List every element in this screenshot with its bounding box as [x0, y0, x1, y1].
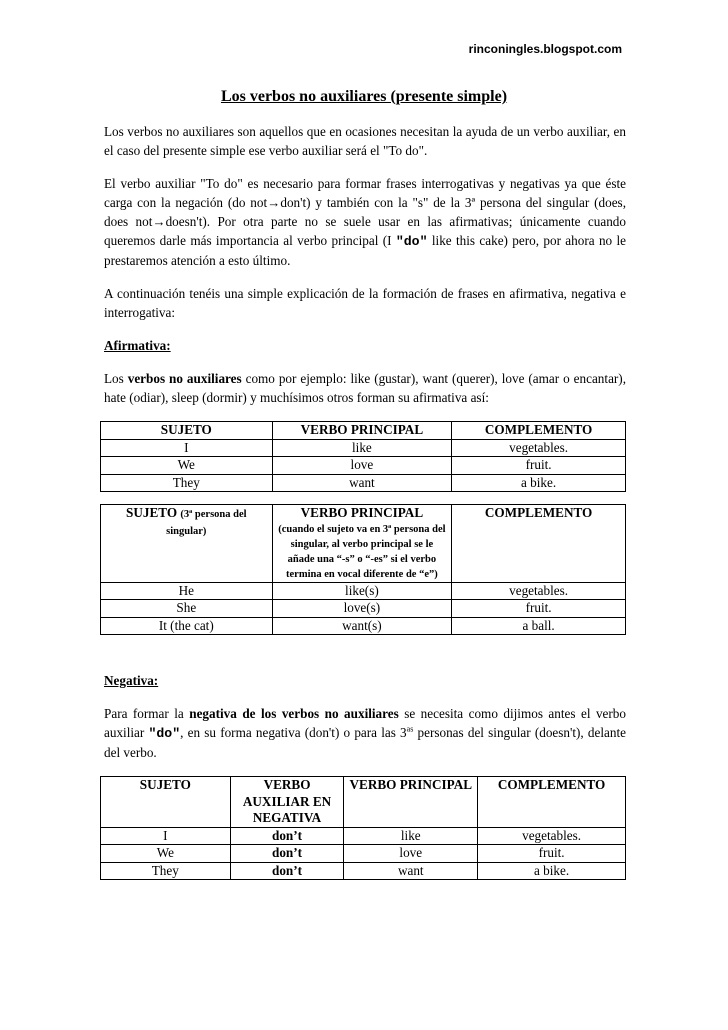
cell-verbo: want: [272, 474, 452, 492]
table-afirmativa: [100, 421, 626, 492]
paragraph-negativa: [104, 704, 626, 762]
header-sujeto-note: (3ª persona del singular): [166, 509, 247, 537]
p4-text-a: Los: [104, 371, 128, 386]
p5-text-f: personas del singular (doesn't), delante del verbo.: [104, 725, 627, 760]
p4-bold: verbos no auxiliares: [127, 371, 242, 386]
paragraph-afirmativa: [104, 369, 626, 407]
header-sujeto: [101, 505, 273, 583]
cell-complemento: a ball.: [452, 617, 626, 635]
cell-sujeto: I: [101, 827, 231, 845]
cell-verbo: love(s): [272, 600, 452, 618]
section-afirmativa: Afirmativa:: [104, 338, 171, 353]
title-text: Los verbos no auxiliares (presente simple): [220, 88, 508, 105]
cell-verbo: want(s): [272, 617, 452, 635]
cell-verbo: love: [272, 457, 452, 475]
header-verbo-label: VERBO PRINCIPAL: [300, 505, 424, 520]
p2-text-a: El verbo auxiliar "To do" es necesario para formar frases interrogativas y negativas ya que éste carga con la negación (do not→don't) y también con la "s" de la 3ª persona del singular (does, does not→doesn't). Por otra parte no se suele usar en las afirmativas; únicamente cuando queremos darle más importancia al verbo principal (I: [104, 176, 626, 248]
page-title: [0, 88, 728, 106]
cell-sujeto: He: [101, 582, 273, 600]
paragraph-to-do: [104, 174, 626, 270]
p5-superscript: as: [406, 724, 414, 734]
cell-verbo: like(s): [272, 582, 452, 600]
section-negativa: Negativa:: [104, 673, 159, 688]
cell-verbo: love: [344, 845, 478, 863]
table-row: [101, 439, 626, 457]
table-row: [101, 582, 626, 600]
paragraph-continuation: A continuación tenéis una simple explicación de la formación de frases en afirmativa, negativa e interrogativa:: [104, 286, 626, 320]
cell-auxiliar: don’t: [230, 845, 344, 863]
cell-complemento: vegetables.: [478, 827, 626, 845]
table-row: [101, 617, 626, 635]
table-row: [101, 845, 626, 863]
cell-verbo: want: [344, 862, 478, 880]
header-sujeto: SUJETO: [101, 777, 231, 828]
cell-complemento: fruit.: [452, 457, 626, 475]
table-row: [101, 600, 626, 618]
table-row: [101, 457, 626, 475]
p5-text-a: Para formar la: [104, 706, 190, 721]
table-row: [101, 862, 626, 880]
cell-auxiliar: don’t: [230, 827, 344, 845]
header-verbo-principal: [272, 505, 452, 583]
cell-verbo: like: [272, 439, 452, 457]
header-verbo-principal: VERBO PRINCIPAL: [344, 777, 478, 828]
table-header-row: [101, 505, 626, 583]
header-complemento: COMPLEMENTO: [452, 505, 626, 583]
header-sujeto-label: SUJETO: [126, 505, 178, 520]
cell-auxiliar: don’t: [230, 862, 344, 880]
p5-do: "do": [148, 726, 181, 741]
cell-verbo: like: [344, 827, 478, 845]
paragraph-intro: Los verbos no auxiliares son aquellos que en ocasiones necesitan la ayuda de un verbo auxiliar, en el caso del presente simple ese verbo auxiliar será el "To do".: [104, 124, 626, 158]
document-body: [104, 122, 626, 880]
p5-text-c: se necesita como dijimos antes el verbo auxiliar: [104, 706, 626, 740]
p2-do: "do": [395, 234, 428, 249]
cell-sujeto: She: [101, 600, 273, 618]
header-complemento: COMPLEMENTO: [478, 777, 626, 828]
table-header-row: [101, 777, 626, 828]
p4-text-c: como por ejemplo: like (gustar), want (querer), love (amar o encantar), hate (odiar), sleep (dormir) y muchísimos otros forman su afirmativa así:: [104, 371, 626, 405]
cell-complemento: fruit.: [452, 600, 626, 618]
cell-sujeto: I: [101, 439, 273, 457]
header-complemento: COMPLEMENTO: [452, 422, 626, 440]
table-negativa: [100, 776, 626, 880]
table-row: [101, 827, 626, 845]
header-verbo-note: (cuando el sujeto va en 3ª persona del singular, al verbo principal se le añade una “-s” o “-es” si el verbo termina en vocal diferente de “e”): [278, 523, 446, 580]
p5-bold: negativa de los verbos no auxiliares: [189, 706, 399, 721]
cell-complemento: vegetables.: [452, 582, 626, 600]
table-row: [101, 474, 626, 492]
cell-complemento: vegetables.: [452, 439, 626, 457]
cell-complemento: a bike.: [452, 474, 626, 492]
cell-sujeto: They: [101, 474, 273, 492]
table-header-row: [101, 422, 626, 440]
header-sujeto: SUJETO: [101, 422, 273, 440]
cell-sujeto: We: [101, 845, 231, 863]
cell-sujeto: They: [101, 862, 231, 880]
cell-complemento: fruit.: [478, 845, 626, 863]
cell-complemento: a bike.: [478, 862, 626, 880]
table-tercera-persona: [100, 504, 626, 635]
p5-text-e: , en su forma negativa (don't) o para las 3: [180, 725, 407, 740]
header-verbo-principal: VERBO PRINCIPAL: [272, 422, 452, 440]
cell-sujeto: It (the cat): [101, 617, 273, 635]
header-verbo-auxiliar: VERBO AUXILIAR EN NEGATIVA: [230, 777, 344, 828]
site-url: rinconingles.blogspot.com: [468, 42, 622, 56]
cell-sujeto: We: [101, 457, 273, 475]
p2-text-c: like this cake) pero, por ahora no le prestaremos atención a esto último.: [104, 233, 626, 268]
